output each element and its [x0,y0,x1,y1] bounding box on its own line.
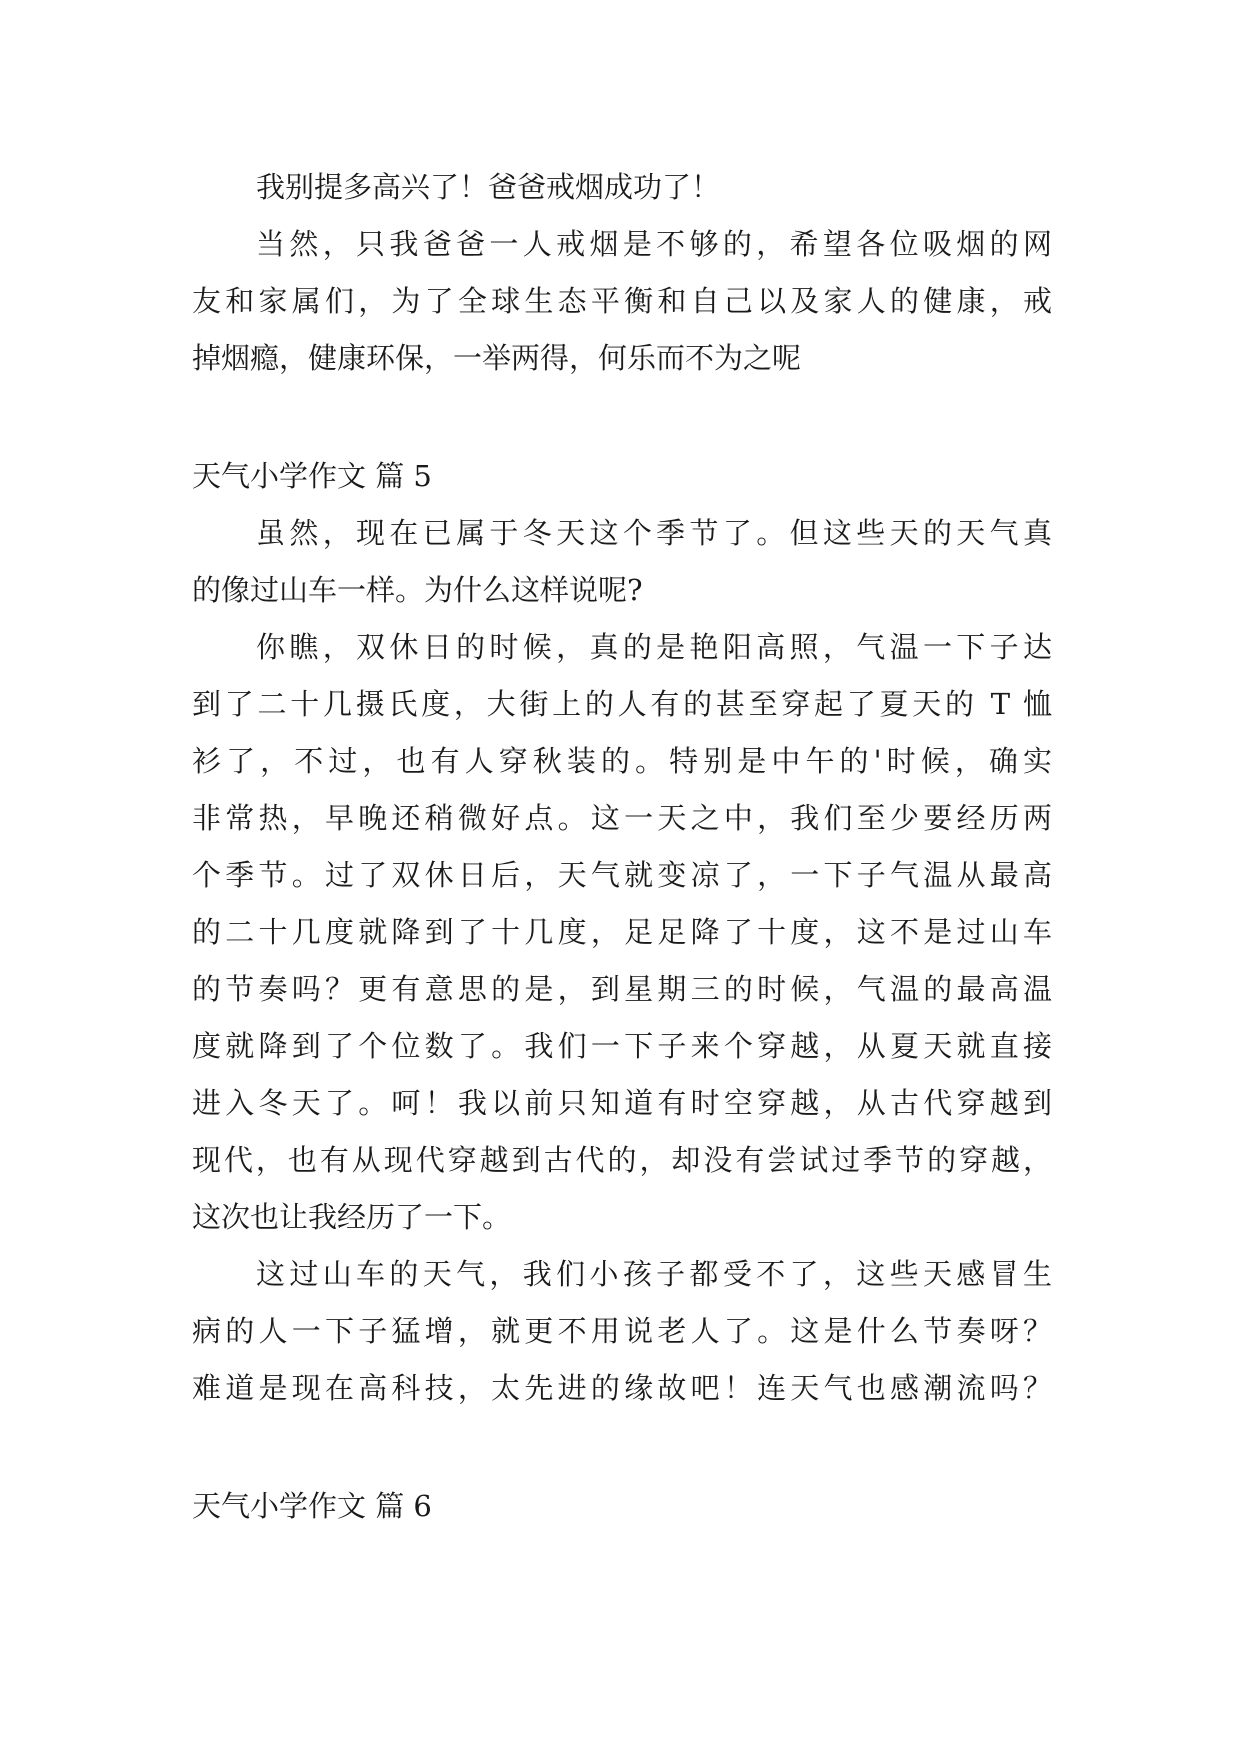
paragraph-4-line-7: 的节奏吗？更有意思的是，到星期三的时候，气温的最高温 [192,972,1052,1006]
paragraph-4-line-10: 现代，也有从现代穿越到古代的，却没有尝试过季节的穿越， [192,1143,1052,1177]
paragraph-4-line-11: 这次也让我经历了一下。 [192,1200,512,1234]
paragraph-4-line-1: 你瞧，双休日的时候，真的是艳阳高照，气温一下子达 [256,630,1052,664]
paragraph-4-line-3: 衫了，不过，也有人穿秋装的。特别是中午的'时候，确实 [192,744,1052,778]
paragraph-4-line-6: 的二十几度就降到了十几度，足足降了十度，这不是过山车 [192,915,1052,949]
paragraph-4-line-8: 度就降到了个位数了。我们一下子来个穿越，从夏天就直接 [192,1029,1052,1063]
paragraph-1-line-1: 我别提多高兴了！爸爸戒烟成功了！ [256,170,721,204]
paragraph-4-line-2: 到了二十几摄氏度，大街上的人有的甚至穿起了夏天的 T 恤 [192,687,1052,721]
section-heading-5: 天气小学作文 篇 5 [192,459,432,493]
paragraph-2-line-2: 友和家属们，为了全球生态平衡和自己以及家人的健康，戒 [192,284,1052,318]
paragraph-3-line-1: 虽然，现在已属于冬天这个季节了。但这些天的天气真 [256,516,1052,550]
paragraph-4-line-4: 非常热，早晚还稍微好点。这一天之中，我们至少要经历两 [192,801,1052,835]
section-heading-6: 天气小学作文 篇 6 [192,1489,432,1523]
paragraph-2-line-3: 掉烟瘾，健康环保，一举两得，何乐而不为之呢 [192,341,802,375]
paragraph-3-line-2: 的像过山车一样。为什么这样说呢? [192,573,643,607]
paragraph-5-line-3: 难道是现在高科技，太先进的缘故吧！连天气也感潮流吗？ [192,1371,1052,1405]
paragraph-5-line-2: 病的人一下子猛增，就更不用说老人了。这是什么节奏呀？ [192,1314,1052,1348]
paragraph-2-line-1: 当然，只我爸爸一人戒烟是不够的，希望各位吸烟的网 [256,227,1052,261]
paragraph-4-line-5: 个季节。过了双休日后，天气就变凉了，一下子气温从最高 [192,858,1052,892]
paragraph-4-line-9: 进入冬天了。呵！我以前只知道有时空穿越，从古代穿越到 [192,1086,1052,1120]
paragraph-5-line-1: 这过山车的天气，我们小孩子都受不了，这些天感冒生 [256,1257,1052,1291]
